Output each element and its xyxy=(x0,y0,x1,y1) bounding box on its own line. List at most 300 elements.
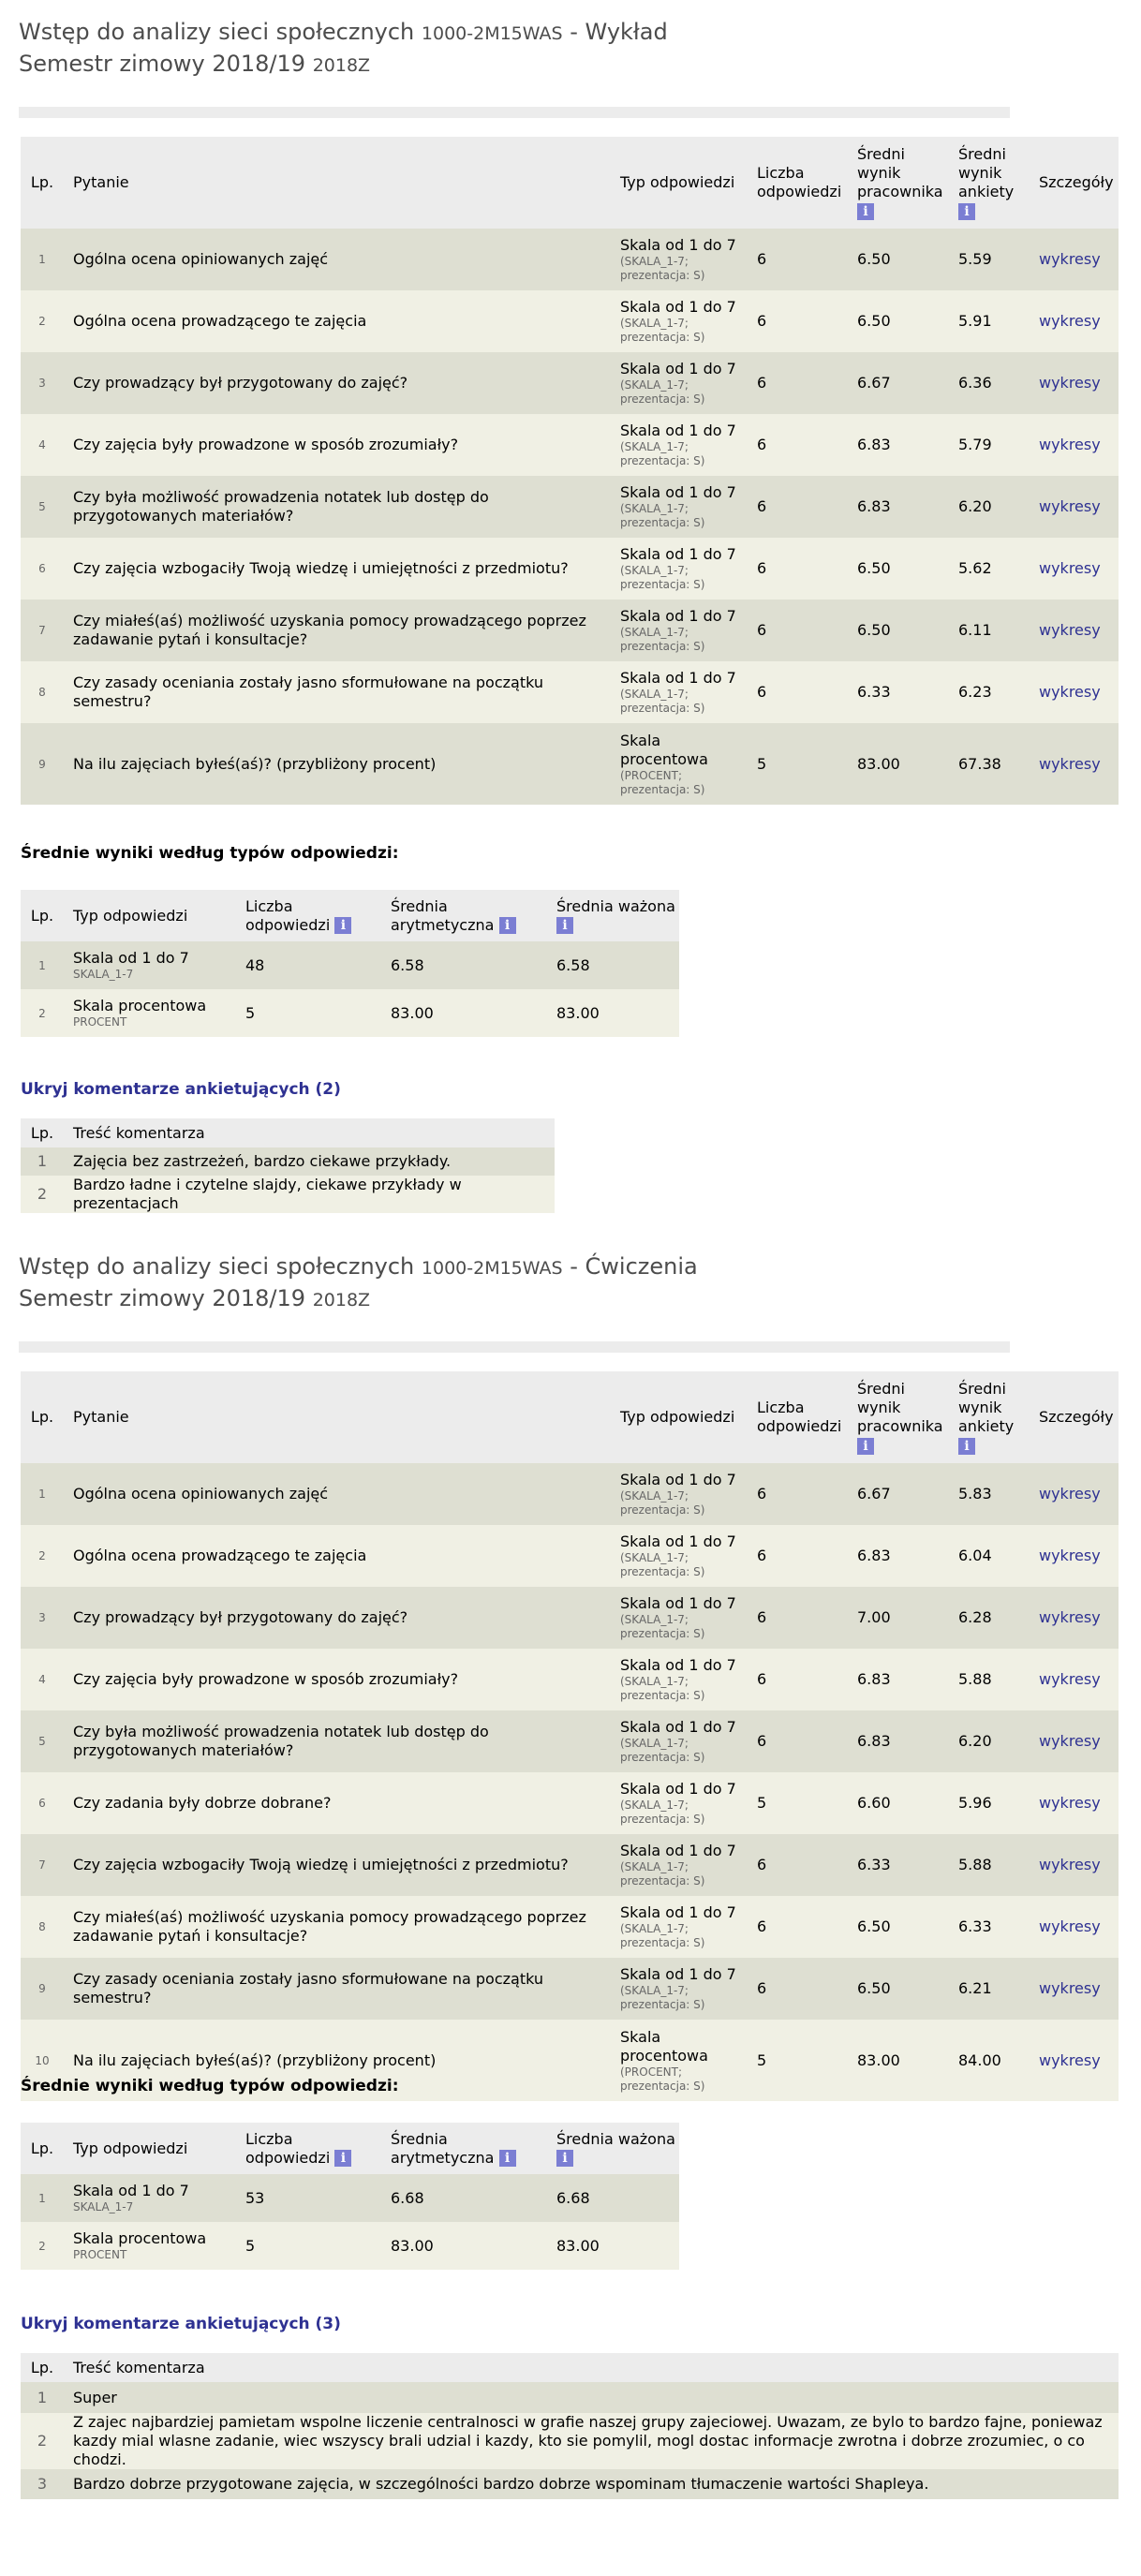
averages-table xyxy=(21,890,679,1037)
answer-type-code: (SKALA_1-7; prezentacja: S) xyxy=(620,317,705,344)
answer-type xyxy=(611,661,748,723)
arithmetic-mean: 6.68 xyxy=(381,2174,547,2222)
column-header-type xyxy=(611,1371,748,1463)
weighted-mean: 83.00 xyxy=(547,989,679,1037)
answer-type xyxy=(611,352,748,414)
row-number: 8 xyxy=(21,661,64,723)
answer-type-label: Skala procentowa xyxy=(73,2229,207,2247)
question-text: Ogólna ocena prowadzącego te zajęcia xyxy=(64,1525,611,1587)
info-icon[interactable]: i xyxy=(857,203,874,220)
question-text: Czy prowadzący był przygotowany do zajęć? xyxy=(64,1587,611,1649)
charts-link[interactable]: wykresy xyxy=(1039,1732,1101,1750)
survey-score: 6.28 xyxy=(949,1587,1030,1649)
column-header-lp xyxy=(21,890,64,941)
row-number: 2 xyxy=(21,1176,64,1213)
comment-text: Zajęcia bez zastrzeżeń, bardzo ciekawe przykłady. xyxy=(64,1147,555,1176)
employee-score: 6.50 xyxy=(848,538,949,600)
employee-score: 83.00 xyxy=(848,2020,949,2101)
answer-count: 6 xyxy=(748,414,848,476)
charts-link[interactable]: wykresy xyxy=(1039,683,1101,701)
charts-link[interactable]: wykresy xyxy=(1039,1856,1101,1873)
question-text: Czy była możliwość prowadzenia notatek lub dostęp do przygotowanych materiałów? xyxy=(64,1710,611,1772)
answer-count: 6 xyxy=(748,1896,848,1958)
answer-type-code: SKALA_1-7 xyxy=(73,968,134,981)
answer-type-label: Skala od 1 do 7 xyxy=(620,1532,736,1550)
employee-score: 6.83 xyxy=(848,1525,949,1587)
answer-type-label: Skala od 1 do 7 xyxy=(620,1718,736,1736)
answer-type-code: (SKALA_1-7; prezentacja: S) xyxy=(620,564,705,591)
course-name: Wstęp do analizy sieci społecznych xyxy=(19,19,415,45)
column-header-label: Liczba odpowiedzi xyxy=(757,1399,842,1435)
charts-link[interactable]: wykresy xyxy=(1039,1917,1101,1935)
question-text: Ogólna ocena opiniowanych zajęć xyxy=(64,229,611,290)
charts-link[interactable]: wykresy xyxy=(1039,1608,1101,1626)
answer-count: 5 xyxy=(748,2020,848,2101)
column-header-lp xyxy=(21,2353,64,2382)
arithmetic-mean: 6.58 xyxy=(381,941,547,989)
table-row xyxy=(21,661,1119,723)
question-text: Czy miałeś(aś) możliwość uzyskania pomocy prowadzącego poprzez zadawanie pytań i konsultacje? xyxy=(64,1896,611,1958)
answer-type xyxy=(611,1710,748,1772)
column-header-label: Lp. xyxy=(30,1123,54,1142)
question-text: Czy była możliwość prowadzenia notatek lub dostęp do przygotowanych materiałów? xyxy=(64,476,611,538)
employee-score: 6.60 xyxy=(848,1772,949,1834)
course-section xyxy=(0,0,1141,1236)
answer-type-code: (SKALA_1-7; prezentacja: S) xyxy=(620,1675,705,1702)
employee-score: 6.67 xyxy=(848,1463,949,1525)
answer-type-code: SKALA_1-7 xyxy=(73,2200,134,2213)
answer-type xyxy=(611,1587,748,1649)
details-cell xyxy=(1030,290,1119,352)
survey-score: 6.21 xyxy=(949,1958,1030,2020)
column-header-text xyxy=(64,1118,555,1147)
answer-type-code: (SKALA_1-7; prezentacja: S) xyxy=(620,378,705,406)
details-cell xyxy=(1030,1958,1119,2020)
survey-score: 5.91 xyxy=(949,290,1030,352)
answer-count: 6 xyxy=(748,538,848,600)
details-cell xyxy=(1030,1587,1119,1649)
comment-row xyxy=(21,2382,1119,2413)
column-header-label: Treść komentarza xyxy=(73,1123,205,1142)
table-row xyxy=(21,1525,1119,1587)
table-row xyxy=(21,1896,1119,1958)
column-header-label: Pytanie xyxy=(73,173,129,191)
details-cell xyxy=(1030,600,1119,661)
row-number: 5 xyxy=(21,1710,64,1772)
questions-header-row xyxy=(21,1371,1119,1463)
comments-table xyxy=(21,1118,555,1213)
column-header-details xyxy=(1030,137,1119,229)
column-header-label: Średni wynik ankiety xyxy=(958,145,1015,200)
row-number: 3 xyxy=(21,1587,64,1649)
column-header-count xyxy=(748,1371,848,1463)
question-text: Czy zadania były dobrze dobrane? xyxy=(64,1772,611,1834)
separator-bar xyxy=(19,1341,1010,1353)
comments-header-row xyxy=(21,1118,555,1147)
answer-type-label: Skala procentowa xyxy=(73,997,207,1014)
info-icon[interactable]: i xyxy=(334,917,351,934)
column-header-label: Typ odpowiedzi xyxy=(620,1408,735,1426)
answer-type xyxy=(64,2222,236,2270)
employee-score: 6.83 xyxy=(848,476,949,538)
info-icon[interactable]: i xyxy=(958,203,975,220)
answer-type xyxy=(611,414,748,476)
table-row xyxy=(21,1834,1119,1896)
column-header-lp xyxy=(21,1118,64,1147)
weighted-mean: 6.58 xyxy=(547,941,679,989)
info-icon[interactable]: i xyxy=(499,917,516,934)
column-header-emp xyxy=(848,137,949,229)
answer-type-code: (PROCENT; prezentacja: S) xyxy=(620,2065,705,2093)
answer-type-code: (SKALA_1-7; prezentacja: S) xyxy=(620,626,705,653)
charts-link[interactable]: wykresy xyxy=(1039,312,1101,330)
survey-score: 6.11 xyxy=(949,600,1030,661)
row-number: 6 xyxy=(21,1772,64,1834)
comment-text: Super xyxy=(64,2382,1119,2413)
column-header-label: Średnia ważona xyxy=(556,896,675,915)
column-header-label: Liczba odpowiedzi xyxy=(245,896,331,934)
row-number: 6 xyxy=(21,538,64,600)
answer-type-code: (SKALA_1-7; prezentacja: S) xyxy=(620,1860,705,1888)
details-cell xyxy=(1030,229,1119,290)
table-row xyxy=(21,414,1119,476)
table-row xyxy=(21,989,679,1037)
column-header-label: Lp. xyxy=(30,906,54,925)
column-header-label: Średnia arytmetyczna xyxy=(391,2129,495,2167)
row-number: 8 xyxy=(21,1896,64,1958)
row-number: 2 xyxy=(21,2413,64,2469)
column-header-type xyxy=(64,2123,236,2174)
column-header-label: Typ odpowiedzi xyxy=(620,173,735,191)
row-number: 4 xyxy=(21,414,64,476)
questions-table xyxy=(21,137,1119,805)
answer-count: 5 xyxy=(748,1772,848,1834)
details-cell xyxy=(1030,661,1119,723)
survey-score: 5.88 xyxy=(949,1649,1030,1710)
comment-text: Bardzo ładne i czytelne slajdy, ciekawe przykłady w prezentacjach xyxy=(64,1176,555,1213)
column-header-label: Pytanie xyxy=(73,1408,129,1426)
question-text: Czy zajęcia były prowadzone w sposób zrozumiały? xyxy=(64,1649,611,1710)
details-cell xyxy=(1030,723,1119,805)
course-section xyxy=(0,1235,1141,2493)
answer-type-label: Skala od 1 do 7 xyxy=(73,2182,189,2199)
employee-score: 6.50 xyxy=(848,1958,949,2020)
column-header-weighted xyxy=(547,2123,679,2174)
row-number: 2 xyxy=(21,989,64,1037)
column-header-label: Typ odpowiedzi xyxy=(73,2139,188,2157)
details-cell xyxy=(1030,1649,1119,1710)
row-number: 5 xyxy=(21,476,64,538)
employee-score: 83.00 xyxy=(848,723,949,805)
info-icon[interactable]: i xyxy=(556,917,573,934)
answer-type xyxy=(611,476,748,538)
column-header-survey xyxy=(949,137,1030,229)
table-row xyxy=(21,290,1119,352)
column-header-type xyxy=(64,890,236,941)
table-row xyxy=(21,229,1119,290)
column-header-label: Liczba odpowiedzi xyxy=(757,164,842,200)
averages-header-row xyxy=(21,2123,679,2174)
survey-score: 6.36 xyxy=(949,352,1030,414)
employee-score: 6.83 xyxy=(848,1649,949,1710)
question-text: Ogólna ocena opiniowanych zajęć xyxy=(64,1463,611,1525)
table-row xyxy=(21,1710,1119,1772)
column-header-text xyxy=(64,2353,1119,2382)
semester-code: 2018Z xyxy=(312,1290,371,1310)
column-header-lp xyxy=(21,1371,64,1463)
answer-count: 48 xyxy=(236,941,381,989)
course-title xyxy=(19,1251,1049,1315)
table-row xyxy=(21,2174,679,2222)
answer-type xyxy=(611,1463,748,1525)
answer-count: 53 xyxy=(236,2174,381,2222)
answer-type-code: (SKALA_1-7; prezentacja: S) xyxy=(620,688,705,715)
column-header-label: Szczegóły xyxy=(1039,173,1114,191)
answer-type xyxy=(64,2174,236,2222)
question-text: Czy zajęcia były prowadzone w sposób zrozumiały? xyxy=(64,414,611,476)
answer-count: 6 xyxy=(748,1710,848,1772)
survey-score: 67.38 xyxy=(949,723,1030,805)
answer-type-code: (SKALA_1-7; prezentacja: S) xyxy=(620,1984,705,2011)
survey-score: 5.62 xyxy=(949,538,1030,600)
column-header-question xyxy=(64,1371,611,1463)
charts-link[interactable]: wykresy xyxy=(1039,559,1101,577)
survey-score: 6.04 xyxy=(949,1525,1030,1587)
table-row xyxy=(21,723,1119,805)
info-icon[interactable]: i xyxy=(499,2150,516,2167)
details-cell xyxy=(1030,1896,1119,1958)
course-title xyxy=(19,17,1049,81)
weighted-mean: 83.00 xyxy=(547,2222,679,2270)
answer-type-code: (SKALA_1-7; prezentacja: S) xyxy=(620,1922,705,1949)
charts-link[interactable]: wykresy xyxy=(1039,2050,1101,2069)
info-icon[interactable]: i xyxy=(857,1438,874,1455)
charts-link[interactable]: wykresy xyxy=(1039,250,1101,268)
answer-type-label: Skala od 1 do 7 xyxy=(620,236,736,254)
semester-code: 2018Z xyxy=(312,55,371,76)
comment-row xyxy=(21,1147,555,1176)
semester: Semestr zimowy 2018/19 xyxy=(19,51,306,77)
answer-type-label: Skala od 1 do 7 xyxy=(620,545,736,563)
employee-score: 6.50 xyxy=(848,290,949,352)
charts-link[interactable]: wykresy xyxy=(1039,1547,1101,1564)
column-header-lp xyxy=(21,2123,64,2174)
question-text: Czy miałeś(aś) możliwość uzyskania pomocy prowadzącego poprzez zadawanie pytań i konsultacje? xyxy=(64,600,611,661)
employee-score: 6.33 xyxy=(848,1834,949,1896)
row-number: 7 xyxy=(21,600,64,661)
answer-type xyxy=(611,229,748,290)
column-header-lp xyxy=(21,137,64,229)
row-number: 2 xyxy=(21,1525,64,1587)
answer-type-label: Skala od 1 do 7 xyxy=(620,607,736,625)
answer-type-label: Skala od 1 do 7 xyxy=(620,483,736,501)
table-row xyxy=(21,1463,1119,1525)
column-header-label: Typ odpowiedzi xyxy=(73,906,188,925)
answer-type-label: Skala procentowa xyxy=(620,2027,708,2065)
answer-count: 6 xyxy=(748,661,848,723)
details-cell xyxy=(1030,352,1119,414)
comment-row xyxy=(21,2469,1119,2499)
hide-comments-link[interactable]: Ukryj komentarze ankietujących (2) xyxy=(21,1080,341,1099)
answer-type-label: Skala od 1 do 7 xyxy=(620,1594,736,1612)
survey-score: 6.20 xyxy=(949,1710,1030,1772)
table-row xyxy=(21,1587,1119,1649)
answer-type-label: Skala procentowa xyxy=(620,731,708,768)
details-cell xyxy=(1030,2020,1119,2101)
column-header-label: Średni wynik pracownika xyxy=(857,145,943,200)
info-icon[interactable]: i xyxy=(334,2150,351,2167)
question-text: Ogólna ocena prowadzącego te zajęcia xyxy=(64,290,611,352)
answer-type-code: (SKALA_1-7; prezentacja: S) xyxy=(620,1799,705,1826)
arithmetic-mean: 83.00 xyxy=(381,2222,547,2270)
column-header-mean xyxy=(381,2123,547,2174)
charts-link[interactable]: wykresy xyxy=(1039,436,1101,453)
column-header-label: Lp. xyxy=(30,2139,54,2157)
info-icon[interactable]: i xyxy=(556,2150,573,2167)
charts-link[interactable]: wykresy xyxy=(1039,497,1101,515)
averages-heading: Średnie wyniki według typów odpowiedzi: xyxy=(21,844,399,863)
answer-type xyxy=(611,1525,748,1587)
row-number: 4 xyxy=(21,1649,64,1710)
details-cell xyxy=(1030,476,1119,538)
answer-type-label: Skala od 1 do 7 xyxy=(620,298,736,316)
charts-link[interactable]: wykresy xyxy=(1039,1979,1101,1997)
row-number: 2 xyxy=(21,2222,64,2270)
info-icon[interactable]: i xyxy=(958,1438,975,1455)
answer-type xyxy=(611,1772,748,1834)
charts-link[interactable]: wykresy xyxy=(1039,1670,1101,1688)
class-type: - Ćwiczenia xyxy=(570,1253,698,1280)
comment-row xyxy=(21,2413,1119,2469)
arithmetic-mean: 83.00 xyxy=(381,989,547,1037)
survey-score: 5.88 xyxy=(949,1834,1030,1896)
table-row xyxy=(21,941,679,989)
charts-link[interactable]: wykresy xyxy=(1039,1485,1101,1503)
column-header-label: Średni wynik pracownika xyxy=(857,1380,943,1435)
charts-link[interactable]: wykresy xyxy=(1039,374,1101,392)
answer-count: 6 xyxy=(748,1649,848,1710)
column-header-label: Liczba odpowiedzi xyxy=(245,2129,331,2167)
answer-type-code: (SKALA_1-7; prezentacja: S) xyxy=(620,440,705,467)
averages-heading: Średnie wyniki według typów odpowiedzi: xyxy=(21,2077,399,2095)
table-row xyxy=(21,600,1119,661)
employee-score: 7.00 xyxy=(848,1587,949,1649)
answer-count: 6 xyxy=(748,352,848,414)
answer-type-label: Skala od 1 do 7 xyxy=(620,1965,736,1983)
separator-bar xyxy=(19,107,1010,118)
answer-type xyxy=(611,723,748,805)
table-row xyxy=(21,2222,679,2270)
answer-count: 6 xyxy=(748,1463,848,1525)
column-header-label: Średnia arytmetyczna xyxy=(391,896,495,934)
table-row xyxy=(21,1772,1119,1834)
answer-count: 5 xyxy=(748,723,848,805)
column-header-survey xyxy=(949,1371,1030,1463)
survey-score: 5.96 xyxy=(949,1772,1030,1834)
comment-text: Bardzo dobrze przygotowane zajęcia, w szczególności bardzo dobrze wspominam tłumaczenie wartości Shapleya. xyxy=(64,2469,1119,2499)
answer-type xyxy=(611,1896,748,1958)
answer-count: 6 xyxy=(748,1587,848,1649)
row-number: 1 xyxy=(21,2382,64,2413)
answer-type-code: (SKALA_1-7; prezentacja: S) xyxy=(620,1737,705,1764)
table-row xyxy=(21,1649,1119,1710)
employee-score: 6.50 xyxy=(848,600,949,661)
charts-link[interactable]: wykresy xyxy=(1039,621,1101,639)
answer-type-code: PROCENT xyxy=(73,1015,127,1029)
answer-type-label: Skala od 1 do 7 xyxy=(620,360,736,378)
questions-table xyxy=(21,1371,1119,2101)
answer-type-label: Skala od 1 do 7 xyxy=(73,949,189,967)
answer-type-code: (PROCENT; prezentacja: S) xyxy=(620,768,705,796)
row-number: 1 xyxy=(21,2174,64,2222)
column-header-label: Średnia ważona xyxy=(556,2129,675,2148)
table-row xyxy=(21,1958,1119,2020)
course-code: 1000-2M15WAS xyxy=(421,1258,563,1279)
details-cell xyxy=(1030,1463,1119,1525)
answer-count: 6 xyxy=(748,229,848,290)
column-header-emp xyxy=(848,1371,949,1463)
answer-count: 6 xyxy=(748,290,848,352)
question-text: Czy zajęcia wzbogaciły Twoją wiedzę i umiejętności z przedmiotu? xyxy=(64,1834,611,1896)
survey-score: 5.83 xyxy=(949,1463,1030,1525)
class-type: - Wykład xyxy=(570,19,668,45)
answer-type xyxy=(611,538,748,600)
charts-link[interactable]: wykresy xyxy=(1039,754,1101,773)
row-number: 2 xyxy=(21,290,64,352)
question-text: Na ilu zajęciach byłeś(aś)? (przybliżony procent) xyxy=(64,723,611,805)
column-header-details xyxy=(1030,1371,1119,1463)
row-number: 9 xyxy=(21,723,64,805)
row-number: 1 xyxy=(21,1463,64,1525)
answer-type xyxy=(611,290,748,352)
answer-count: 5 xyxy=(236,2222,381,2270)
answer-count: 6 xyxy=(748,1525,848,1587)
column-header-label: Lp. xyxy=(30,2358,54,2376)
survey-score: 5.79 xyxy=(949,414,1030,476)
charts-link[interactable]: wykresy xyxy=(1039,1794,1101,1812)
hide-comments-link[interactable]: Ukryj komentarze ankietujących (3) xyxy=(21,2315,341,2333)
column-header-weighted xyxy=(547,890,679,941)
answer-type-code: PROCENT xyxy=(73,2248,127,2261)
column-header-question xyxy=(64,137,611,229)
comments-header-row xyxy=(21,2353,1119,2382)
answer-type xyxy=(611,1649,748,1710)
questions-header-row xyxy=(21,137,1119,229)
details-cell xyxy=(1030,538,1119,600)
row-number: 9 xyxy=(21,1958,64,2020)
details-cell xyxy=(1030,1834,1119,1896)
answer-type-code: (SKALA_1-7; prezentacja: S) xyxy=(620,502,705,529)
comments-table xyxy=(21,2353,1119,2499)
column-header-label: Lp. xyxy=(30,173,54,191)
answer-type xyxy=(611,2020,748,2101)
averages-table xyxy=(21,2123,679,2270)
answer-count: 6 xyxy=(748,1958,848,2020)
column-header-count xyxy=(748,137,848,229)
employee-score: 6.83 xyxy=(848,1710,949,1772)
course-name: Wstęp do analizy sieci społecznych xyxy=(19,1253,415,1280)
row-number: 3 xyxy=(21,2469,64,2499)
survey-score: 6.33 xyxy=(949,1896,1030,1958)
answer-type-label: Skala od 1 do 7 xyxy=(620,1842,736,1859)
answer-count: 6 xyxy=(748,476,848,538)
table-row xyxy=(21,538,1119,600)
answer-count: 5 xyxy=(236,989,381,1037)
row-number: 3 xyxy=(21,352,64,414)
employee-score: 6.67 xyxy=(848,352,949,414)
answer-type xyxy=(611,1834,748,1896)
column-header-label: Szczegóły xyxy=(1039,1408,1114,1426)
